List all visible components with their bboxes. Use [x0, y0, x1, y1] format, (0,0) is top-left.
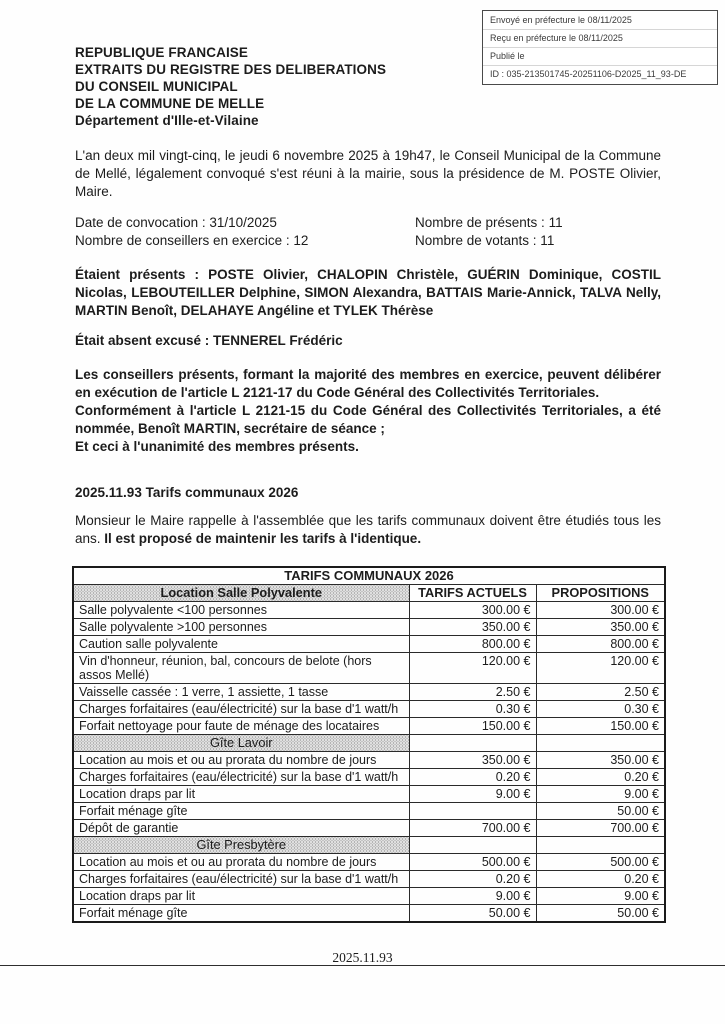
presents-paragraph: Étaient présents : POSTE Olivier, CHALOPIN Christèle, GUÉRIN Dominique, COSTIL Nicolas, LEBOUTEILLER Delphine, SIMON Alexandra, BATTAIS Marie-Annick, TALVA Nelly, MARTIN Benoît, DELAHAYE Angéline et TYLEK Thérèse [75, 267, 661, 318]
tariff-label-cell: Dépôt de garantie [73, 820, 409, 837]
tariffs-table-wrapper [72, 566, 664, 923]
meta-left-column [75, 214, 415, 250]
page-footer [0, 949, 725, 966]
stamp-published-line: Publié le [483, 48, 717, 66]
tariff-label-cell: Location draps par lit [73, 888, 409, 905]
tariff-actuel-cell: 50.00 € [409, 905, 536, 923]
stamp-id-line: ID : 035-213501745-20251106-D2025_11_93-DE [490, 69, 687, 79]
tariff-label-cell: Location draps par lit [73, 786, 409, 803]
tariff-actuel-cell: 500.00 € [409, 854, 536, 871]
tariff-label-cell: Location au mois et ou au prorata du nombre de jours [73, 752, 409, 769]
tariff-proposition-cell: 700.00 € [536, 820, 665, 837]
table-row [73, 820, 665, 837]
footer-reference: 2025.11.93 [332, 950, 393, 965]
tariffs-table [72, 566, 666, 923]
tariff-proposition-cell: 150.00 € [536, 718, 665, 735]
tariff-proposition-cell: 50.00 € [536, 803, 665, 820]
tariff-actuel-cell: 0.30 € [409, 701, 536, 718]
tariff-label-cell: Charges forfaitaires (eau/électricité) sur la base d'1 watt/h [73, 871, 409, 888]
tariff-actuel-cell: 800.00 € [409, 636, 536, 653]
tariff-label-cell: Caution salle polyvalente [73, 636, 409, 653]
convocation-date: Date de convocation : 31/10/2025 [75, 215, 277, 230]
section-title: Gîte Presbytère [73, 837, 409, 854]
tariff-actuel-cell: 150.00 € [409, 718, 536, 735]
nombre-votants: Nombre de votants : 11 [415, 233, 555, 248]
proposal-bold-text: Il est proposé de maintenir les tarifs à l'identique. [104, 531, 422, 546]
header-line-departement: Département d'Ille-et-Vilaine [75, 113, 259, 128]
table-row [73, 854, 665, 871]
tariff-actuel-cell: 300.00 € [409, 602, 536, 619]
header-line-republique: REPUBLIQUE FRANCAISE [75, 45, 249, 60]
tariff-actuel-cell: 350.00 € [409, 619, 536, 636]
tariff-label-cell: Vin d'honneur, réunion, bal, concours de belote (hors assos Mellé) [73, 653, 409, 684]
section-title: Gîte Lavoir [73, 735, 409, 752]
proposal-paragraph [75, 512, 661, 548]
empty-cell [536, 735, 665, 752]
tariff-proposition-cell: 2.50 € [536, 684, 665, 701]
tariff-label-cell: Charges forfaitaires (eau/électricité) sur la base d'1 watt/h [73, 701, 409, 718]
tariff-label-cell: Vaisselle cassée : 1 verre, 1 assiette, 1 tasse [73, 684, 409, 701]
legal-secretary-paragraph: Conformément à l'article L 2121-15 du Code Général des Collectivités Territoriales, a été nommée, Benoît MARTIN, secrétaire de séance ; [75, 403, 661, 436]
stamp-sent-line: Envoyé en préfecture le 08/11/2025 [483, 12, 717, 30]
header-line-conseil: DU CONSEIL MUNICIPAL [75, 79, 238, 94]
tariff-label-cell: Forfait nettoyage pour faute de ménage des locataires [73, 718, 409, 735]
document-header [75, 44, 505, 129]
table-title-row [73, 567, 665, 585]
table-row [73, 752, 665, 769]
conseillers-en-exercice: Nombre de conseillers en exercice : 12 [75, 233, 309, 248]
column-header-propositions: PROPOSITIONS [536, 585, 665, 602]
empty-cell [536, 837, 665, 854]
meta-section [75, 214, 661, 250]
tariff-label-cell: Charges forfaitaires (eau/électricité) sur la base d'1 watt/h [73, 769, 409, 786]
table-row [73, 871, 665, 888]
legal-unanimity-paragraph: Et ceci à l'unanimité des membres présents. [75, 439, 359, 454]
tariff-actuel-cell: 350.00 € [409, 752, 536, 769]
table-row [73, 905, 665, 923]
table-row [73, 888, 665, 905]
section-header-row [73, 735, 665, 752]
table-row [73, 769, 665, 786]
tariff-actuel-cell: 9.00 € [409, 888, 536, 905]
prefecture-stamp-box [482, 10, 718, 85]
table-title: TARIFS COMMUNAUX 2026 [73, 567, 665, 585]
tariff-proposition-cell: 500.00 € [536, 854, 665, 871]
tariff-label-cell: Salle polyvalente >100 personnes [73, 619, 409, 636]
table-row [73, 619, 665, 636]
tariff-proposition-cell: 0.20 € [536, 769, 665, 786]
table-row [73, 786, 665, 803]
stamp-received-line: Reçu en préfecture le 08/11/2025 [483, 30, 717, 48]
table-row [73, 701, 665, 718]
table-row [73, 653, 665, 684]
tariff-actuel-cell [409, 803, 536, 820]
meta-right-column [415, 214, 661, 250]
nombre-presents: Nombre de présents : 11 [415, 215, 563, 230]
column-header-tarifs-actuels: TARIFS ACTUELS [409, 585, 536, 602]
tariff-actuel-cell: 120.00 € [409, 653, 536, 684]
tariff-proposition-cell: 350.00 € [536, 752, 665, 769]
empty-cell [409, 837, 536, 854]
legal-section [75, 366, 661, 456]
header-line-commune: DE LA COMMUNE DE MELLE [75, 96, 265, 111]
tariff-proposition-cell: 0.30 € [536, 701, 665, 718]
tariff-actuel-cell: 2.50 € [409, 684, 536, 701]
table-header-row [73, 585, 665, 602]
table-row [73, 684, 665, 701]
table-row [73, 718, 665, 735]
tariff-label-cell: Forfait ménage gîte [73, 905, 409, 923]
table-row [73, 803, 665, 820]
tariff-proposition-cell: 800.00 € [536, 636, 665, 653]
empty-cell [409, 735, 536, 752]
legal-quorum-paragraph: Les conseillers présents, formant la majorité des membres en exercice, peuvent délibérer en exécution de l'article L 2121-17 du Code Général des Collectivités Territoriales. [75, 367, 661, 400]
tariff-proposition-cell: 300.00 € [536, 602, 665, 619]
tariff-actuel-cell: 9.00 € [409, 786, 536, 803]
table-row [73, 602, 665, 619]
tariff-label-cell: Location au mois et ou au prorata du nombre de jours [73, 854, 409, 871]
tariff-proposition-cell: 9.00 € [536, 888, 665, 905]
section-header-row [73, 837, 665, 854]
tariff-proposition-cell: 120.00 € [536, 653, 665, 684]
absent-paragraph: Était absent excusé : TENNEREL Frédéric [75, 333, 343, 348]
header-line-extraits: EXTRAITS DU REGISTRE DES DELIBERATIONS [75, 62, 387, 77]
tariff-actuel-cell: 0.20 € [409, 871, 536, 888]
deliberation-title: 2025.11.93 Tarifs communaux 2026 [75, 485, 299, 500]
tariff-table-body [73, 567, 665, 922]
tariff-proposition-cell: 50.00 € [536, 905, 665, 923]
column-header-location: Location Salle Polyvalente [73, 585, 409, 602]
tariff-actuel-cell: 0.20 € [409, 769, 536, 786]
proposal-normal-text: Monsieur le Maire rappelle à l'assemblée que les tarifs communaux doivent être étudiés tous les ans. [75, 513, 661, 546]
tariff-proposition-cell: 0.20 € [536, 871, 665, 888]
intro-paragraph: L'an deux mil vingt-cinq, le jeudi 6 novembre 2025 à 19h47, le Conseil Municipal de la Commune de Mellé, légalement convoqué s'est réuni à la mairie, sous la présidence de M. POSTE Olivier, Maire. [75, 148, 661, 199]
tariff-proposition-cell: 9.00 € [536, 786, 665, 803]
table-row [73, 636, 665, 653]
tariff-proposition-cell: 350.00 € [536, 619, 665, 636]
tariff-label-cell: Forfait ménage gîte [73, 803, 409, 820]
tariff-label-cell: Salle polyvalente <100 personnes [73, 602, 409, 619]
tariff-actuel-cell: 700.00 € [409, 820, 536, 837]
